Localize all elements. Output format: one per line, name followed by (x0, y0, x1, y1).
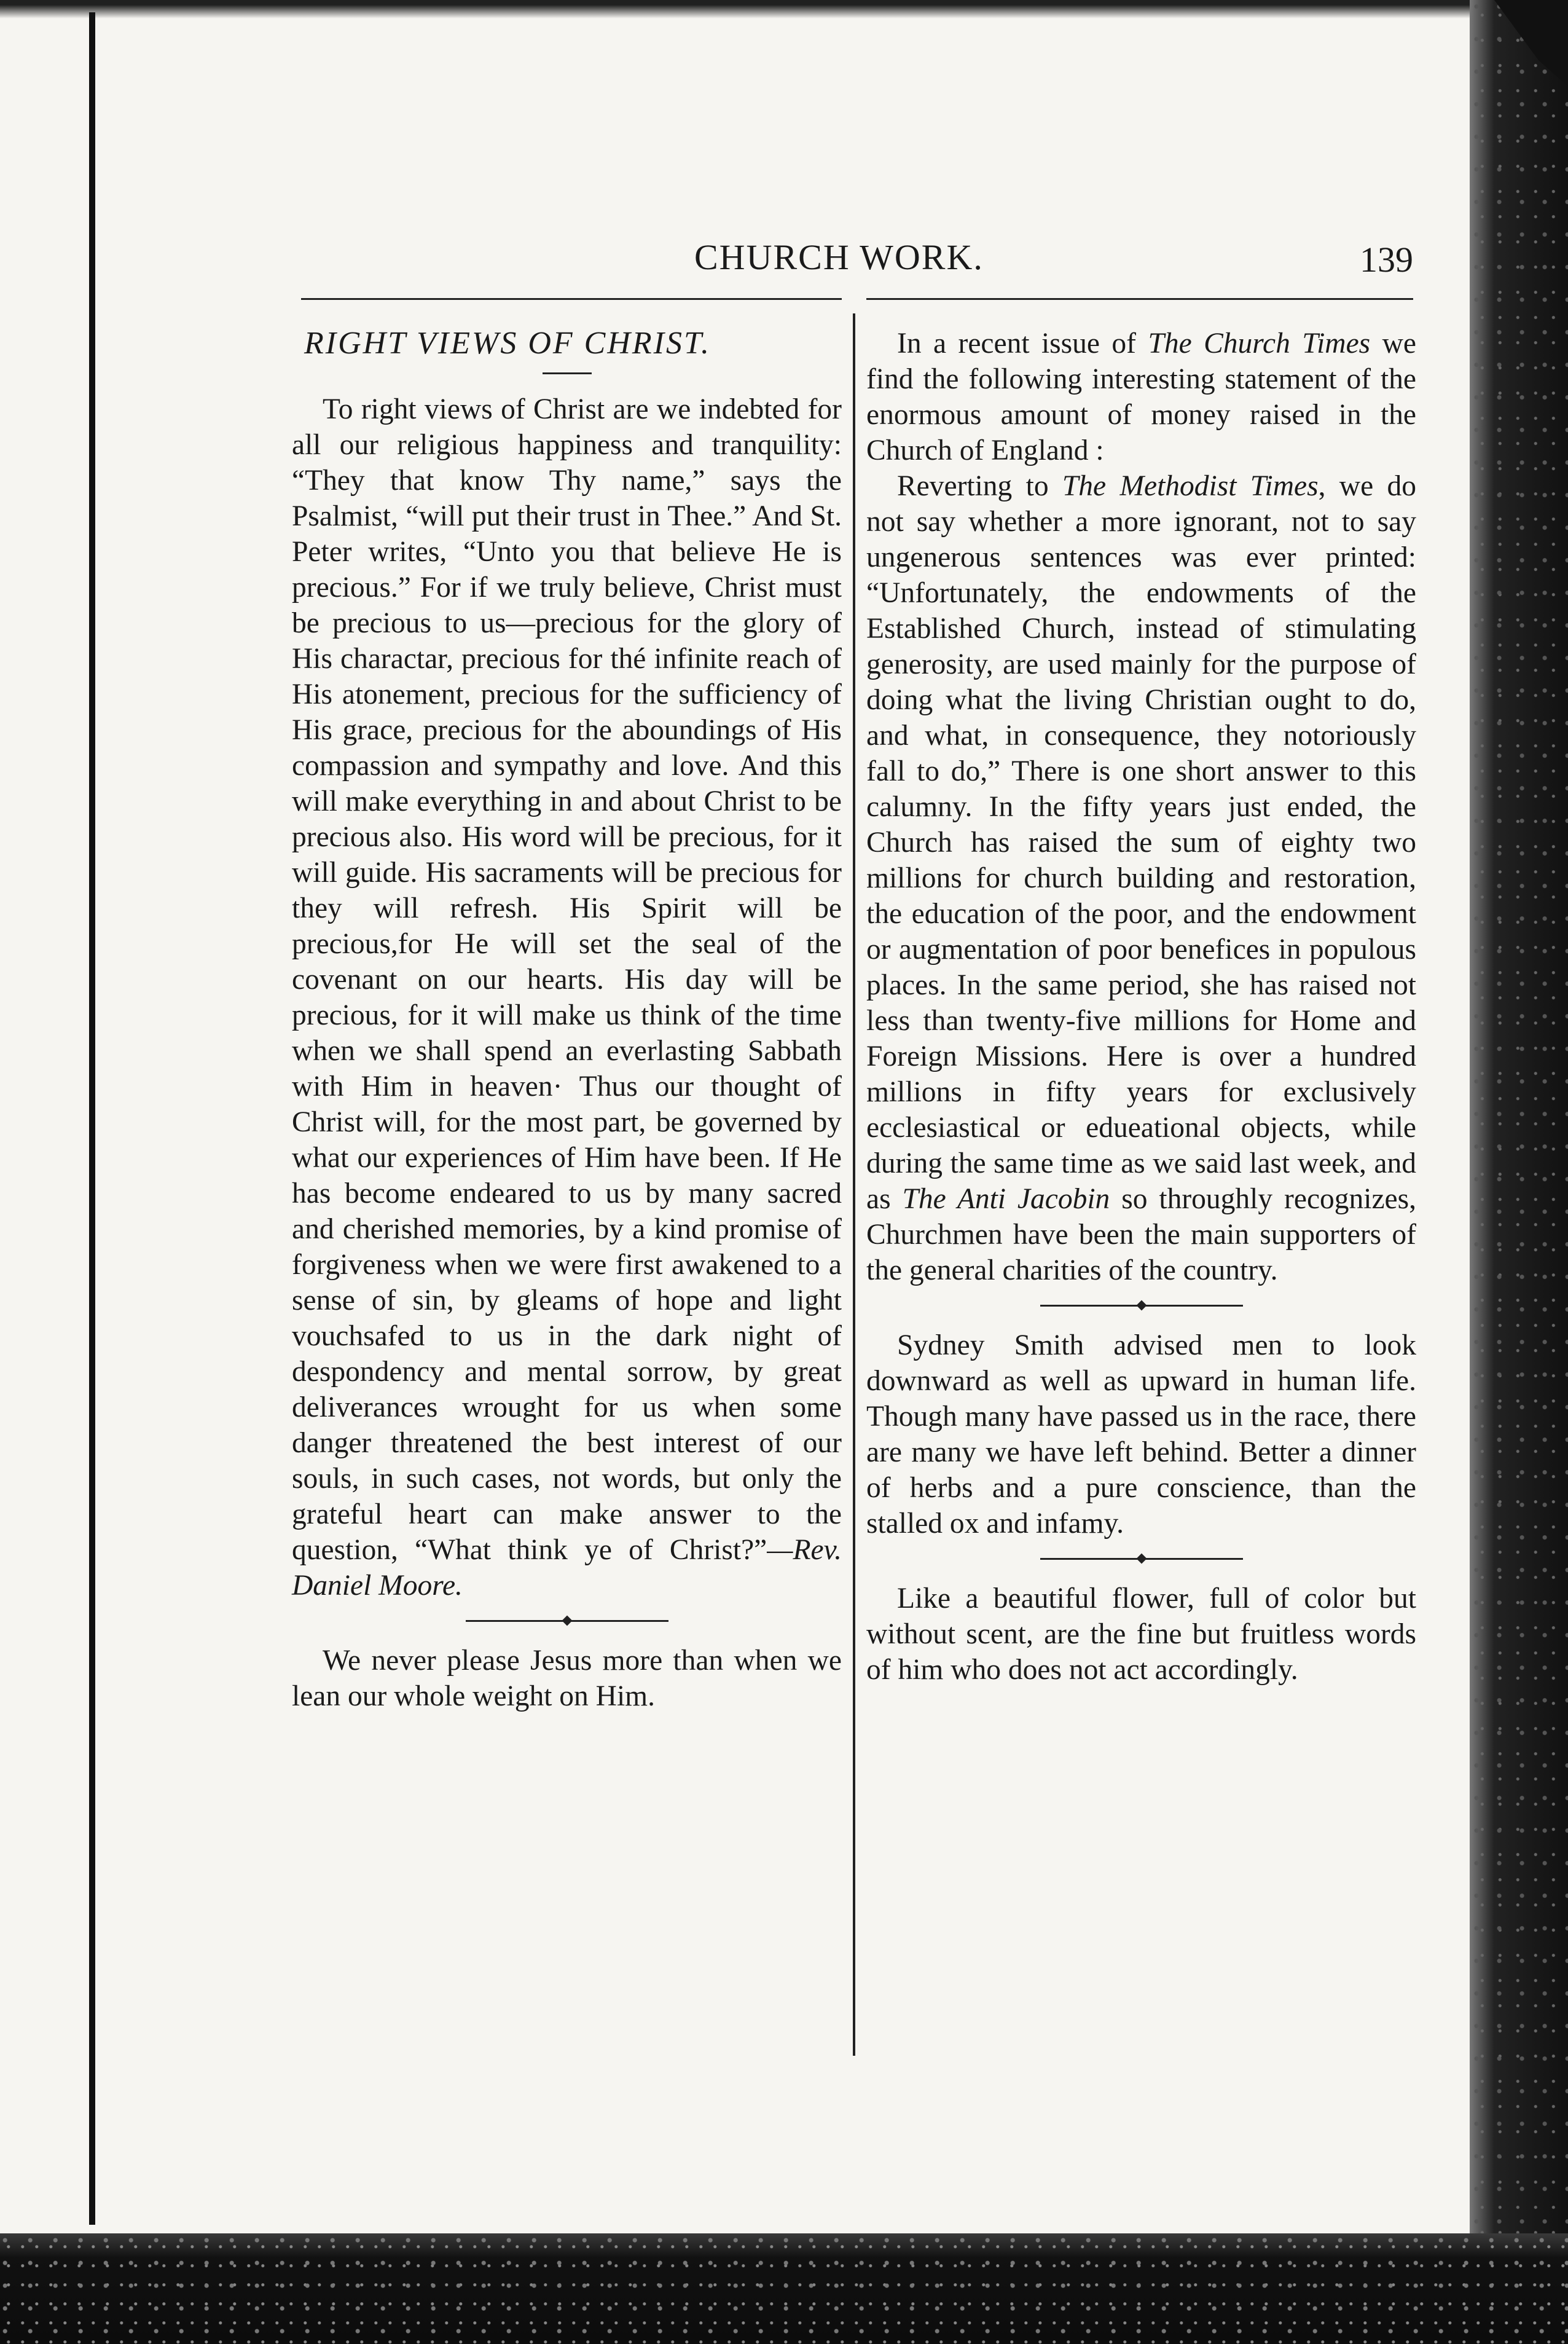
header-rule-left (301, 298, 842, 300)
section-ornament (1040, 1555, 1243, 1562)
article-church-times-intro: In a recent issue of The Church Times we find the following interesting statement of the enormous amount of money raised in the Church of England : (866, 328, 1416, 466)
publication-title: The Methodist Times (1062, 470, 1319, 502)
article-sydney-smith: Sydney Smith advised men to look downward as well as upward in human life. Though many have passed us in the race, there are many we have left behind. Better a dinner of herbs and a pure conscience, than the stalled ox and infamy. (866, 1329, 1416, 1540)
scan-edge-left (89, 12, 95, 2225)
article-signature: —Rev. Daniel Moore. (292, 1534, 842, 1602)
left-column (292, 326, 842, 1714)
scan-edge-top (0, 0, 1568, 18)
publication-title: The Church Times (1148, 328, 1371, 360)
scan-edge-right (1470, 0, 1568, 2344)
section-ornament (1040, 1302, 1243, 1309)
publication-title: The Anti Jacobin (902, 1183, 1110, 1215)
right-column (866, 326, 1416, 1688)
running-title: CHURCH WORK. (694, 237, 984, 277)
column-divider (853, 313, 855, 2056)
article-right-views-text: To right views of Christ are we indebted for all our religious happiness and tranquility: “They that know Thy name,” says the Psalmist, “will put their trust in Thee.” And St. Peter writes, “Unto you that believe He is precious.” For if we truly believe, Christ must be precious to us—precious for the glory of His charactar, precious for thé infinite reach of His atonement, precious for the sufficiency of His grace, precious for the aboundings of His compassion and sympathy and love. And this will make everything in and about Christ to be precious also. His word will be precious, for it will guide. His sacraments will be precious for they will refresh. His Spirit will be precious,for He will set the seal of the covenant on our hearts. His day will be precious, for it will make us think of the time when we shall spend an everlasting Sabbath with Him in heaven· Thus our thought of Christ will, for the most part, be governed by what our experiences of Him have been. If He has become endeared to us by many sacred and cherished memories, by a kind promise of forgiveness when we were first awakened to a sense of sin, by gleams of hope and light vouchsafed to us in the dark night of despondency and mental sorrow, by great deliverances wrought for us when some danger threatened the best interest of our souls, in such cases, not words, but only the grateful heart can make answer to the question, “What think ye of Christ?” (292, 393, 842, 1566)
article-beautiful-flower: Like a beautiful flower, full of color but without scent, are the fine but fruitless words of him who does not act accordingly. (866, 1583, 1416, 1686)
page-number: 139 (1360, 240, 1413, 280)
article-please-jesus: We never please Jesus more than when we lean our whole weight on Him. (292, 1645, 842, 1712)
article-right-views-body (292, 391, 842, 1603)
heading-rule (543, 372, 592, 374)
page-header (289, 237, 1413, 304)
section-ornament (466, 1617, 668, 1624)
article-heading: RIGHT VIEWS OF CHRIST. (304, 326, 711, 361)
header-rule-right (866, 298, 1413, 300)
article-church-times-quote: Reverting to The Methodist Times, we do not say whether a more ignorant, not to say ungenerous sentences was ever printed: “Unfortunately, the endowments of the Established Church, instead of stimulating generosity, are used mainly for the purpose of doing what the living Christian ought to do, and what, in consequence, they notoriously fall to do,” There is one short answer to this calumny. In the fifty years just ended, the Church has raised the sum of eighty two millions for church building and restoration, the education of the poor, and the endowment or augmentation of poor benefices in populous places. In the same period, she has raised not less than twenty-five millions for Home and Foreign Missions. Here is over a hundred millions in fifty years for exclusively ecclesiastical or edueational objects, while during the same time as we said last week, and as The Anti Jacobin so throughly recognizes, Churchmen have been the main supporters of the general charities of the country. (866, 470, 1416, 1286)
scan-edge-bottom (0, 2233, 1568, 2344)
